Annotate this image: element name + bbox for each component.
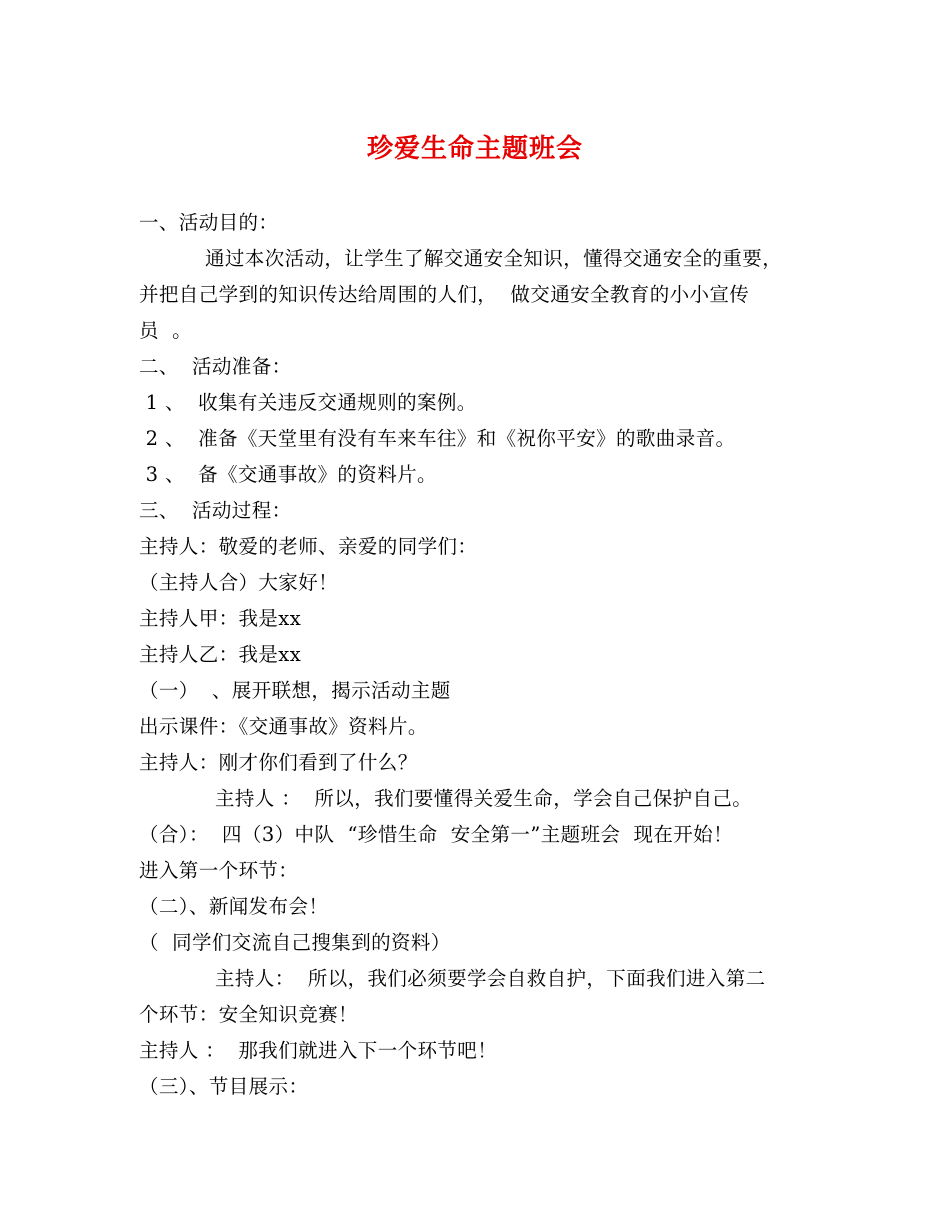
- dialogue-line: 主持人 ： 所以，我们要懂得关爱生命，学会自己保护自己。: [215, 787, 753, 810]
- subsection-heading: （二）、新闻发布会！: [139, 895, 329, 918]
- dialogue-line: 个环节：安全知识竞赛！: [139, 1003, 358, 1026]
- dialogue-line: 主持人： 所以，我们必须要学会自救自护，下面我们进入第二: [215, 967, 766, 990]
- dialogue-line: （合）： 四（3）中队 “珍惜生命 安全第一”主题班会 现在开始！: [139, 823, 733, 846]
- paragraph-line: 出示课件：《交通事故》资料片。: [139, 715, 428, 738]
- dialogue-line: 主持人：敬爱的老师、亲爱的同学们：: [139, 535, 478, 558]
- list-item: 2 、 准备《天堂里有没有车来车往》和《祝你平安》的歌曲录音。: [139, 427, 736, 450]
- document-body: [139, 205, 829, 1105]
- section-heading-purpose: 一、活动目的：: [139, 211, 279, 234]
- dialogue-line: 主持人：刚才你们看到了什么？: [139, 751, 418, 774]
- list-item: 3 、 备《交通事故》的资料片。: [139, 463, 437, 486]
- paragraph-line: 员 。: [139, 319, 192, 342]
- section-heading-process: 三、 活动过程：: [139, 499, 292, 522]
- dialogue-line: （主持人合）大家好！: [139, 571, 339, 594]
- dialogue-line: 主持人乙：我是xx: [139, 643, 302, 666]
- subsection-heading: （三）、节目展示：: [139, 1075, 309, 1098]
- dialogue-line: 主持人甲：我是xx: [139, 607, 302, 630]
- paragraph-line: 进入第一个环节：: [139, 859, 299, 882]
- dialogue-line: 主持人 ： 那我们就进入下一个环节吧！: [139, 1039, 498, 1062]
- paragraph-line: 通过本次活动，让学生了解交通安全知识，懂得交通安全的重要，: [205, 247, 783, 270]
- document-title: 珍爱生命主题班会: [366, 134, 583, 164]
- section-heading-preparation: 二、 活动准备：: [139, 355, 292, 378]
- paragraph-line: 并把自己学到的知识传达给周围的人们， 做交通安全教育的小小宣传: [139, 283, 750, 306]
- list-item: 1 、 收集有关违反交通规则的案例。: [139, 391, 477, 414]
- paragraph-line: （ 同学们交流自己搜集到的资料）: [139, 931, 451, 954]
- subsection-heading: （一） 、展开联想，揭示活动主题: [139, 679, 451, 702]
